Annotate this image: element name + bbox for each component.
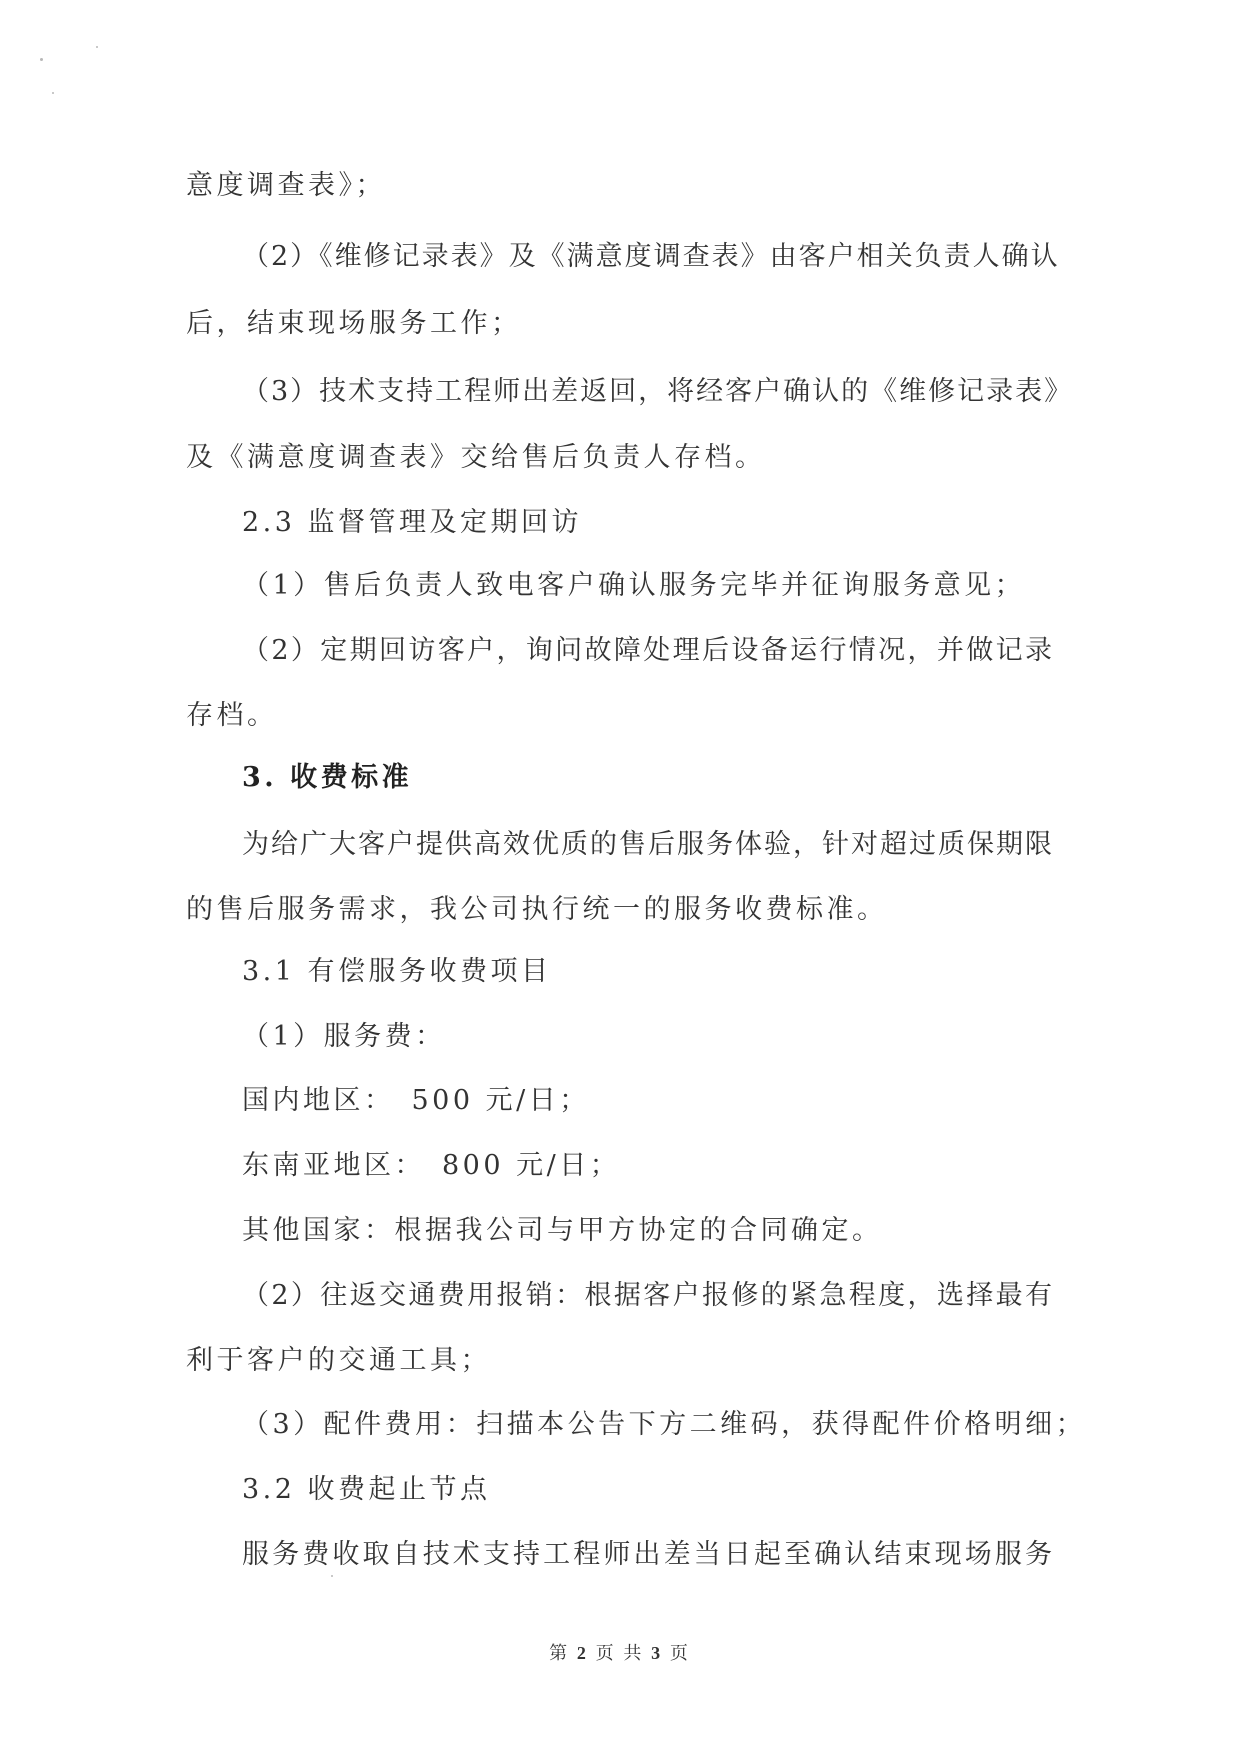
- paragraph-line: 存档。: [186, 700, 278, 731]
- section-heading: 3. 收费标准: [242, 762, 413, 793]
- fee-line: 国内地区： 500 元/日；: [242, 1085, 590, 1116]
- paragraph-line: （3）技术支持工程师出差返回，将经客户确认的《维修记录表》: [242, 376, 1074, 407]
- paragraph-line: （1）服务费：: [242, 1021, 446, 1052]
- section-heading: 2.3 监督管理及定期回访: [242, 507, 583, 538]
- paragraph-line: 服务费收取自技术支持工程师出差当日起至确认结束现场服务: [242, 1539, 1054, 1570]
- paragraph-line: （1）售后负责人致电客户确认服务完毕并征询服务意见；: [242, 570, 1026, 601]
- scan-speck: [52, 92, 54, 94]
- section-heading: 3.2 收费起止节点: [242, 1474, 491, 1505]
- section-heading: 3.1 有偿服务收费项目: [242, 956, 552, 987]
- paragraph-line: 意度调查表》；: [186, 170, 386, 201]
- paragraph-line: （2）往返交通费用报销：根据客户报修的紧急程度，选择最有: [242, 1280, 1054, 1311]
- footer-prefix: 第: [549, 1643, 570, 1664]
- paragraph-line: （2）定期回访客户，询问故障处理后设备运行情况，并做记录: [242, 635, 1054, 666]
- paragraph-line: 利于客户的交通工具；: [186, 1345, 491, 1376]
- fee-line: 东南亚地区： 800 元/日；: [242, 1150, 621, 1181]
- paragraph-line: 的售后服务需求，我公司执行统一的服务收费标准。: [186, 894, 888, 925]
- footer-middle: 页 共: [595, 1643, 644, 1664]
- paragraph-line: 其他国家：根据我公司与甲方协定的合同确定。: [242, 1215, 883, 1246]
- footer-suffix: 页: [669, 1643, 690, 1664]
- total-pages-number: 3: [651, 1643, 663, 1663]
- paragraph-line: （3）配件费用：扫描本公告下方二维码，获得配件价格明细；: [242, 1409, 1087, 1440]
- scan-speck: [40, 58, 43, 61]
- scan-speck: [331, 1575, 333, 1577]
- paragraph-line: 及《满意度调查表》交给售后负责人存档。: [186, 442, 766, 473]
- paragraph-line: （2）《维修记录表》及《满意度调查表》由客户相关负责人确认: [242, 241, 1060, 272]
- paragraph-line: 为给广大客户提供高效优质的售后服务体验，针对超过质保期限: [242, 829, 1054, 860]
- scan-speck: [96, 46, 98, 48]
- page-footer: [0, 1641, 1239, 1666]
- current-page-number: 2: [576, 1643, 588, 1663]
- paragraph-line: 后，结束现场服务工作；: [186, 308, 522, 339]
